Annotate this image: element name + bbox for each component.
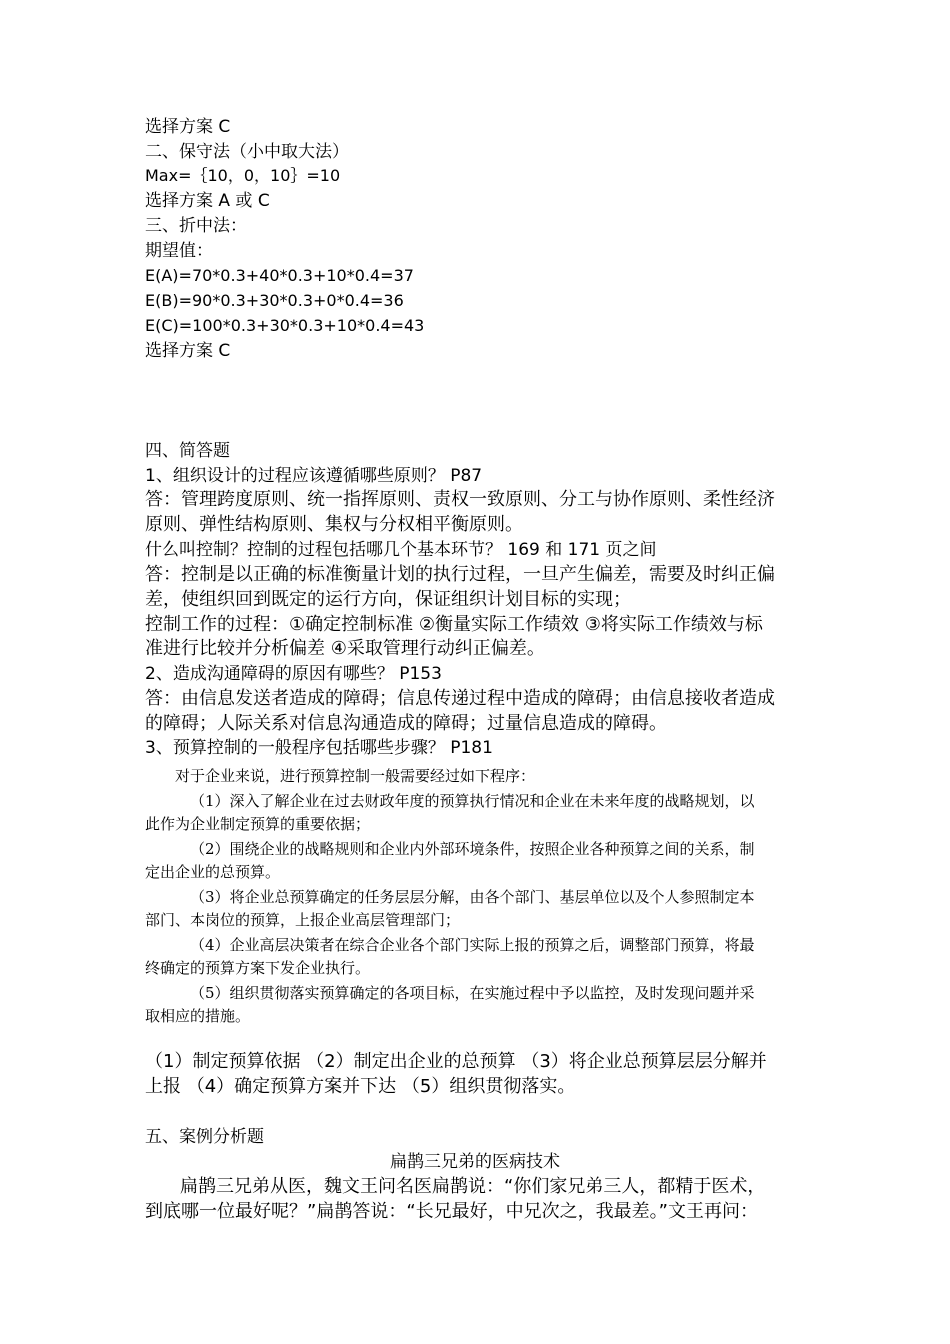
budget-step: （5）组织贯彻落实预算确定的各项目标，在实施过程中予以监控，及时发现问题并采 xyxy=(190,984,755,1002)
question-2: 2、造成沟通障碍的原因有哪些？ P153 xyxy=(145,664,442,684)
case-paragraph: 到底哪一位最好呢？”扁鹊答说：“长兄最好，中兄次之，我最差。”文王再问： xyxy=(145,1201,758,1222)
formula-ec: E(C)=100*0.3+30*0.3+10*0.4=43 xyxy=(145,316,425,335)
section-heading-compromise: 三、折中法： xyxy=(145,216,247,236)
budget-step: （1）深入了解企业在过去财政年度的预算执行情况和企业在未来年度的战略规划，以 xyxy=(190,792,755,810)
answer-2: 的障碍；人际关系对信息沟通造成的障碍；过量信息造成的障碍。 xyxy=(145,713,667,734)
budget-step: （2）围绕企业的战略规则和企业内外部环境条件，按照企业各种预算之间的关系，制 xyxy=(190,840,755,858)
method-line: 选择方案 A 或 C xyxy=(145,191,270,211)
budget-summary: （1）制定预算依据 （2）制定出企业的总预算 （3）将企业总预算层层分解并 xyxy=(145,1051,767,1072)
formula-max: Max=｛10，0，10｝=10 xyxy=(145,166,341,185)
section-heading-short-answer: 四、简答题 xyxy=(145,441,230,461)
budget-intro: 对于企业来说，进行预算控制一般需要经过如下程序： xyxy=(175,767,536,785)
question-control: 什么叫控制？控制的过程包括哪几个基本环节？ 169 和 171 页之间 xyxy=(145,540,657,560)
budget-step: 部门、本岗位的预算，上报企业高层管理部门； xyxy=(145,911,461,929)
question-1: 1、组织设计的过程应该遵循哪些原则？ P87 xyxy=(145,466,483,486)
formula-eb: E(B)=90*0.3+30*0.3+0*0.4=36 xyxy=(145,291,404,310)
expected-value-label: 期望值： xyxy=(145,241,213,261)
budget-step: 终确定的预算方案下发企业执行。 xyxy=(145,959,371,977)
answer-1: 答：管理跨度原则、统一指挥原则、责权一致原则、分工与协作原则、柔性经济 xyxy=(145,489,775,510)
section-heading-conservative: 二、保守法（小中取大法） xyxy=(145,142,349,162)
budget-step: 取相应的措施。 xyxy=(145,1007,251,1025)
budget-step: 定出企业的总预算。 xyxy=(145,863,281,881)
answer-control: 答：控制是以正确的标准衡量计划的执行过程，一旦产生偏差，需要及时纠正偏 xyxy=(145,564,775,585)
budget-step: （4）企业高层决策者在综合企业各个部门实际上报的预算之后，调整部门预算，将最 xyxy=(190,936,755,954)
case-title: 扁鹊三兄弟的医病技术 xyxy=(390,1152,560,1172)
budget-summary: 上报 （4）确定预算方案并下达 （5）组织贯彻落实。 xyxy=(145,1076,576,1097)
method-line: 选择方案 C xyxy=(145,117,231,137)
method-line: 选择方案 C xyxy=(145,341,231,361)
answer-1: 原则、弹性结构原则、集权与分权相平衡原则。 xyxy=(145,514,523,535)
answer-control: 准进行比较并分析偏差 ④采取管理行动纠正偏差。 xyxy=(145,638,545,659)
answer-2: 答：由信息发送者造成的障碍；信息传递过程中造成的障碍；由信息接收者造成 xyxy=(145,688,775,709)
question-3: 3、预算控制的一般程序包括哪些步骤？ P181 xyxy=(145,738,493,758)
case-paragraph: 扁鹊三兄弟从医，魏文王问名医扁鹊说：“你们家兄弟三人，都精于医术， xyxy=(180,1176,766,1197)
section-heading-case: 五、案例分析题 xyxy=(145,1127,264,1147)
answer-control: 差，使组织回到既定的运行方向，保证组织计划目标的实现； xyxy=(145,589,631,610)
budget-step: 此作为企业制定预算的重要依据； xyxy=(145,815,371,833)
formula-ea: E(A)=70*0.3+40*0.3+10*0.4=37 xyxy=(145,266,414,285)
budget-step: （3）将企业总预算确定的任务层层分解，由各个部门、基层单位以及个人参照制定本 xyxy=(190,888,755,906)
answer-control: 控制工作的过程：①确定控制标准 ②衡量实际工作绩效 ③将实际工作绩效与标 xyxy=(145,614,763,635)
